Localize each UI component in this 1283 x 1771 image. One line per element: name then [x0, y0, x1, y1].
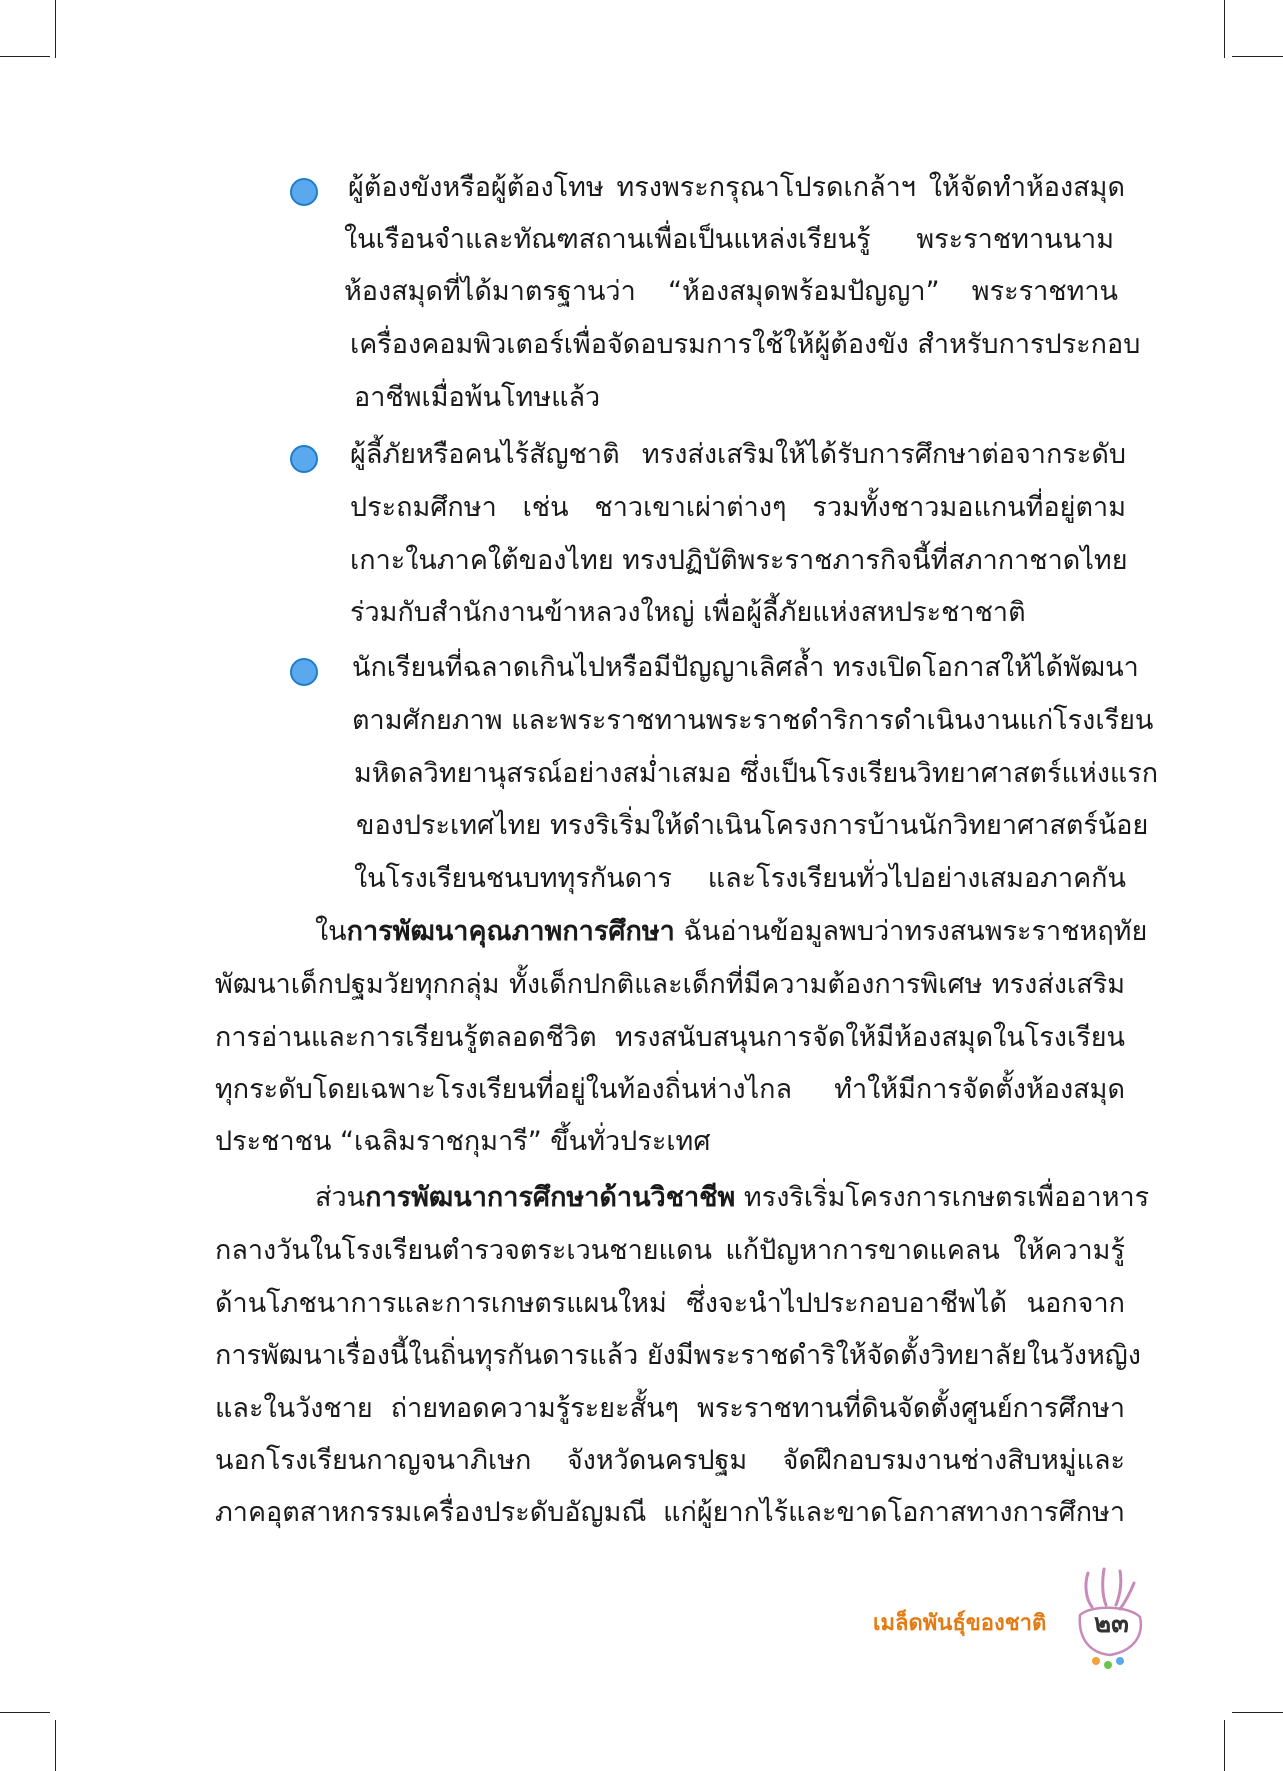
- text-line: ผู้ลี้ภัยหรือคนไร้สัญชาติ ทรงส่งเสริมให้ได้รับการศึกษาต่อจากระดับ: [350, 439, 1126, 470]
- text-line: พัฒนาเด็กปฐมวัยทุกกลุ่ม ทั้งเด็กปกติและเด็กที่มีความต้องการพิเศษ ทรงส่งเสริม: [215, 969, 1125, 1000]
- text-line: ตามศักยภาพ และพระราชทานพระราชดำริการดำเนินงานแก่โรงเรียน: [352, 705, 1154, 736]
- text-line: อาชีพเมื่อพ้นโทษแล้ว: [354, 382, 601, 413]
- crop-mark: [0, 1712, 50, 1713]
- text-line: เกาะในภาคใต้ของไทย ทรงปฏิบัติพระราชภารกิจนี้ที่สภากาชาดไทย: [350, 545, 1128, 576]
- text-line: กลางวันในโรงเรียนตำรวจตระเวนชายแดน แก้ปัญหาการขาดแคลน ให้ความรู้: [215, 1235, 1125, 1266]
- text-line: ผู้ต้องขังหรือผู้ต้องโทษ ทรงพระกรุณาโปรดเกล้าฯ ให้จัดทำห้องสมุด: [348, 172, 1125, 203]
- text-line: มหิดลวิทยานุสรณ์อย่างสม่ำเสมอ ซึ่งเป็นโรงเรียนวิทยาศาสตร์แห่งแรก: [354, 758, 1159, 789]
- text-suffix: ฉันอ่านข้อมูลพบว่าทรงสนพระราชหฤทัย: [674, 916, 1148, 947]
- text-line: ภาคอุตสาหกรรมเครื่องประดับอัญมณี แก่ผู้ยากไร้และขาดโอกาสทางการศึกษา: [215, 1497, 1125, 1528]
- paragraph-first-line: [315, 1178, 1150, 1218]
- text-line: ประชาชน “เฉลิมราชกุมารี” ขึ้นทั่วประเทศ: [215, 1126, 711, 1157]
- page-number: ๒๓: [1094, 1609, 1129, 1639]
- bullet-circle-icon: [290, 445, 318, 473]
- text-line: ของประเทศไทย ทรงริเริ่มให้ดำเนินโครงการบ้านนักวิทยาศาสตร์น้อย: [356, 810, 1149, 841]
- text-line: การอ่านและการเรียนรู้ตลอดชีวิต ทรงสนับสนุนการจัดให้มีห้องสมุดในโรงเรียน: [215, 1022, 1125, 1053]
- bold-heading: การพัฒนาคุณภาพการศึกษา: [346, 916, 675, 947]
- crop-mark: [1224, 1720, 1225, 1771]
- text-line: ห้องสมุดที่ได้มาตรฐานว่า “ห้องสมุดพร้อมปัญญา” พระราชทาน: [344, 276, 1118, 307]
- crop-mark: [1232, 56, 1283, 57]
- bullet-circle-icon: [290, 178, 318, 206]
- text-line: ในโรงเรียนชนบททุรกันดาร และโรงเรียนทั่วไปอย่างเสมอภาคกัน: [354, 863, 1126, 894]
- text-line: การพัฒนาเรื่องนี้ในถิ่นทุรกันดารแล้ว ยังมีพระราชดำริให้จัดตั้งวิทยาลัยในวังหญิง: [215, 1340, 1141, 1371]
- text-line: ประถมศึกษา เช่น ชาวเขาเผ่าต่างๆ รวมทั้งชาวมอแกนที่อยู่ตาม: [350, 492, 1126, 523]
- text-line: ด้านโภชนาการและการเกษตรแผนใหม่ ซึ่งจะนำไปประกอบอาชีพได้ นอกจาก: [215, 1288, 1125, 1319]
- crop-mark: [55, 1720, 56, 1771]
- text-prefix: ใน: [315, 916, 347, 947]
- text-line: และในวังชาย ถ่ายทอดความรู้ระยะสั้นๆ พระราชทานที่ดินจัดตั้งศูนย์การศึกษา: [215, 1393, 1125, 1424]
- text-line: เครื่องคอมพิวเตอร์เพื่อจัดอบรมการใช้ให้ผู้ต้องขัง สำหรับการประกอบ: [350, 329, 1141, 360]
- bullet-item-refugees: [290, 435, 1128, 635]
- bullet-circle-icon: [290, 658, 318, 686]
- crop-mark: [55, 0, 56, 58]
- text-line: นอกโรงเรียนกาญจนาภิเษก จังหวัดนครปฐม จัดฝึกอบรมงานช่างสิบหมู่และ: [215, 1445, 1125, 1476]
- bold-heading: การพัฒนาการศึกษาด้านวิชาชีพ: [365, 1182, 736, 1213]
- bullet-item-prisoners: [290, 168, 1141, 418]
- text-line: ร่วมกับสำนักงานข้าหลวงใหญ่ เพื่อผู้ลี้ภัยแห่งสหประชาชาติ: [350, 597, 1026, 628]
- crop-mark: [1232, 1712, 1283, 1713]
- crop-mark: [0, 56, 50, 57]
- text-line: ในเรือนจำและทัณฑสถานเพื่อเป็นแหล่งเรียนรู้ พระราชทานนาม: [344, 224, 1114, 255]
- paragraph-first-line: [315, 912, 1148, 952]
- text-line: ทุกระดับโดยเฉพาะโรงเรียนที่อยู่ในท้องถิ่นห่างไกล ทำให้มีการจัดตั้งห้องสมุด: [215, 1074, 1125, 1105]
- crop-mark: [1224, 0, 1225, 58]
- text-prefix: ส่วน: [315, 1182, 366, 1213]
- text-suffix: ทรงริเริ่มโครงการเกษตรเพื่ออาหาร: [735, 1182, 1150, 1213]
- book-title: เมล็ดพันธุ์ของชาติ: [873, 1610, 1047, 1636]
- bullet-item-gifted-students: [290, 648, 1159, 908]
- text-line: นักเรียนที่ฉลาดเกินไปหรือมีปัญญาเลิศล้ำ ทรงเปิดโอกาสให้ได้พัฒนา: [352, 652, 1139, 683]
